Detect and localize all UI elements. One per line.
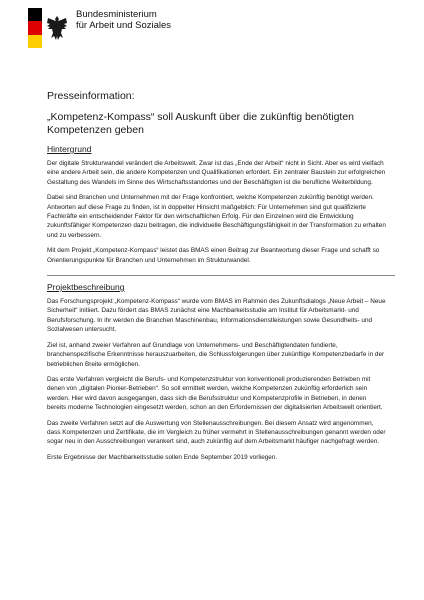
paragraph: Mit dem Projekt „Kompetenz-Kompass“ leistet das BMAS einen Beitrag zur Beantwortung dieser Frage und schafft so Orientierungspunkte für Branchen und Unternehmen im Strukturwandel. [47,247,380,264]
ministry-line-1: Bundesministerium [76,9,157,20]
german-flag-bar [28,8,42,48]
federal-eagle-icon [46,14,68,42]
document-body [47,90,387,468]
paragraph: Das zweite Verfahren setzt auf die Auswertung von Stellenausschreibungen. Bei diesem Ansatz wird angenommen, dass Kompetenzen und Zertifikate, die im Vergleich zu früher vermehrt in Stellenausschreibungen genannt werden oder sogar neu in den Ausschreibungen verankert sind, auch zukünftig auf dem Arbeitsmarkt häufiger nachgefragt werden. [47,419,386,446]
press-release-kicker: Presseinformation: [47,90,135,102]
ministry-name [76,9,171,31]
section-heading-project: Projektbeschreibung [47,282,125,293]
flag-stripe-red [28,21,42,35]
section-heading-background: Hintergrund [47,144,92,154]
paragraph: Das Forschungsprojekt „Kompetenz-Kompass“ wurde vom BMAS im Rahmen des Zukunftsdialogs „Neue Arbeit – Neue Sicherheit“ initiiert. Dazu fördert das BMAS zunächst eine Machbarkeitsstudie am Institut für Arbeitsmarkt- und Berufsforschung. In ihr werden die Branchen Maschinenbau, Informationsdienstleistungen sowie Gesundheits- und Sozialwesen untersucht. [47,298,386,334]
flag-stripe-gold [28,35,42,48]
paragraph: Erste Ergebnisse der Machbarkeitsstudie sollen Ende September 2019 vorliegen. [47,453,278,461]
section-divider [47,275,395,276]
document-title: „Kompetenz-Kompass“ soll Auskunft über die zukünftig benötigten Kompetenzen geben [47,111,355,136]
paragraph: Das erste Verfahren vergleicht die Berufs- und Kompetenzstruktur von konventionell produzierenden Betrieben mit denen von „digitalen Pionier-Betrieben“. So soll ermittelt werden, welche Kompetenzen zukünftig erforderlich sein werden. Hier wird davon ausgegangen, dass sich die Berufsstruktur und Kompetenzprofile in Betrieben, in denen bereits moderne Technologien eingesetzt werden, schon an den Erfordernissen der digitalisierten Arbeitswelt orientiert. [47,375,383,412]
ministry-line-2: für Arbeit und Soziales [76,20,172,31]
paragraph: Der digitale Strukturwandel verändert die Arbeitswelt. Zwar ist das „Ende der Arbeit“ nicht in Sicht. Aber es wird vielfach eine andere Arbeit sein, die andere Kompetenzen und Qualifikationen erfordert. Ein zentraler Baustein zur erfolgreichen Gestaltung des Wandels im Sinne des Wirtschaftsstandortes und der Beschäftigten ist die berufliche Weiterbildung. [47,160,386,186]
flag-stripe-black [28,8,42,21]
ministry-logo [24,8,244,48]
paragraph: Ziel ist, anhand zweier Verfahren auf Grundlage von Unternehmens- und Beschäftigtendaten fundierte, branchenspezifische Erkenntnisse herauszuarbeiten, die Schlussfolgerungen über zukünftige Kompetenzbedarfe in der betrieblichen Breite ermöglichen. [47,341,385,368]
paragraph: Dabei sind Branchen und Unternehmen mit der Frage konfrontiert, welche Kompetenzen zukünftig benötigt werden. Antworten auf diese Frage zu finden, ist in doppelter Hinsicht maßgeblich: Für Unternehmen sind gut qualifizierte Fachkräfte ein entscheidender Faktor für den wirtschaftlichen Erfolg. Für den Einzelnen wird die Entwicklung zukunftsfähiger Kompetenzen dazu beitragen, die individuelle Beschäftigungsfähigkeit in der Transformation zu erhalten und zu verbessern. [47,194,386,239]
